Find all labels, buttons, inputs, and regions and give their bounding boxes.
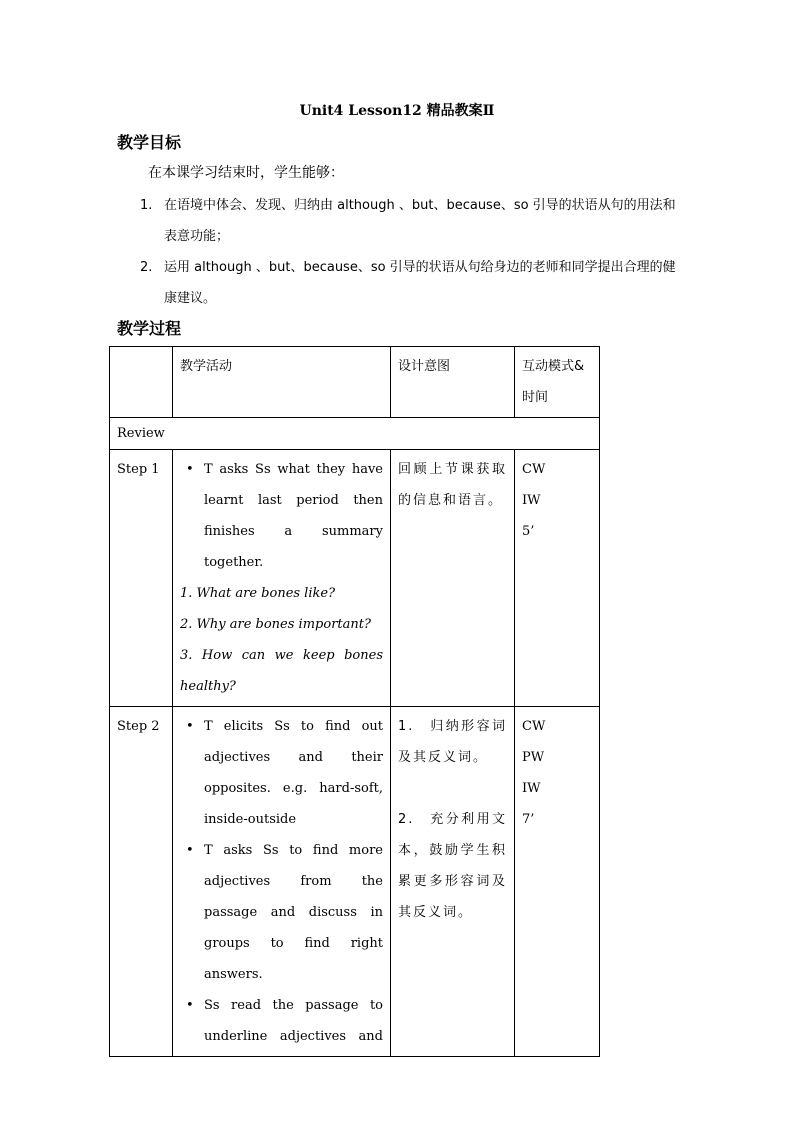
objective-item	[140, 252, 685, 314]
objective-item	[140, 190, 685, 252]
header-cell-mode: 互动模式&时间	[515, 347, 600, 418]
mode-value: CW	[522, 719, 546, 734]
step-label: Step 2	[110, 707, 173, 1057]
bullet-icon: •	[186, 998, 194, 1013]
mode-value: 7’	[522, 812, 535, 827]
objective-number: 2.	[140, 260, 153, 275]
activity-bullet	[180, 835, 383, 990]
objectives-list	[140, 190, 685, 314]
objective-number: 1.	[140, 198, 153, 213]
section-row-review	[110, 418, 600, 450]
section-label-review: Review	[110, 418, 600, 450]
activity-bullet	[180, 711, 383, 835]
objectives-heading: 教学目标	[117, 133, 182, 152]
mode-value: IW	[522, 493, 541, 508]
mode-value: PW	[522, 750, 545, 765]
header-cell-activity: 教学活动	[173, 347, 391, 418]
objective-text: 在语境中体会、发现、归纳由 although 、but、because、so 引导的状语从句的用法和表意功能；	[164, 198, 676, 244]
activity-bullets	[180, 711, 383, 1052]
activity-text: Ss read the passage to underline adjectives and	[204, 998, 383, 1044]
spacer	[398, 773, 507, 804]
activity-text: T asks Ss what they have learnt last period then finishes a summary together.	[204, 462, 383, 570]
document-title: Unit4 Lesson12 精品教案Ⅱ	[299, 103, 495, 119]
header-cell-purpose: 设计意图	[391, 347, 515, 418]
objective-text: 运用 although 、but、because、so 引导的状语从句给身边的老师和同学提出合理的健康建议。	[164, 260, 676, 306]
step-label: Step 1	[110, 450, 173, 707]
mode-value: 5’	[522, 524, 535, 539]
table-row-step-2	[110, 707, 600, 1057]
step-2-activity	[173, 707, 391, 1057]
activity-bullets	[180, 454, 383, 578]
review-question: 3. How can we keep bones healthy?	[180, 648, 383, 694]
purpose-point: 2. 充分利用文本，鼓励学生积累更多形容词及其反义词。	[398, 812, 507, 920]
mode-value: CW	[522, 462, 546, 477]
teaching-process-table	[109, 346, 600, 1057]
mode-value: IW	[522, 781, 541, 796]
objectives-intro: 在本课学习结束时，学生能够：	[148, 165, 344, 181]
step-2-mode	[515, 707, 600, 1057]
activity-text: T elicits Ss to find out adjectives and their opposites. e.g. hard-soft, inside-outside	[204, 719, 383, 827]
bullet-icon: •	[186, 843, 194, 858]
bullet-icon: •	[186, 719, 194, 734]
activity-text: T asks Ss to find more adjectives from the passage and discuss in groups to find right answers.	[204, 843, 383, 982]
activity-bullet	[180, 990, 383, 1052]
process-heading: 教学过程	[117, 319, 182, 338]
step-2-purpose	[391, 707, 515, 1057]
activity-bullet	[180, 454, 383, 578]
step-1-activity	[173, 450, 391, 707]
purpose-point: 1. 归纳形容词及其反义词。	[398, 719, 507, 765]
table-header-row	[110, 347, 600, 418]
step-1-mode	[515, 450, 600, 707]
bullet-icon: •	[186, 462, 194, 477]
header-cell-empty	[110, 347, 173, 418]
step-1-purpose: 回顾上节课获取的信息和语言。	[391, 450, 515, 707]
review-question: 1. What are bones like?	[180, 586, 336, 601]
review-question: 2. Why are bones important?	[180, 617, 371, 632]
table-row-step-1	[110, 450, 600, 707]
